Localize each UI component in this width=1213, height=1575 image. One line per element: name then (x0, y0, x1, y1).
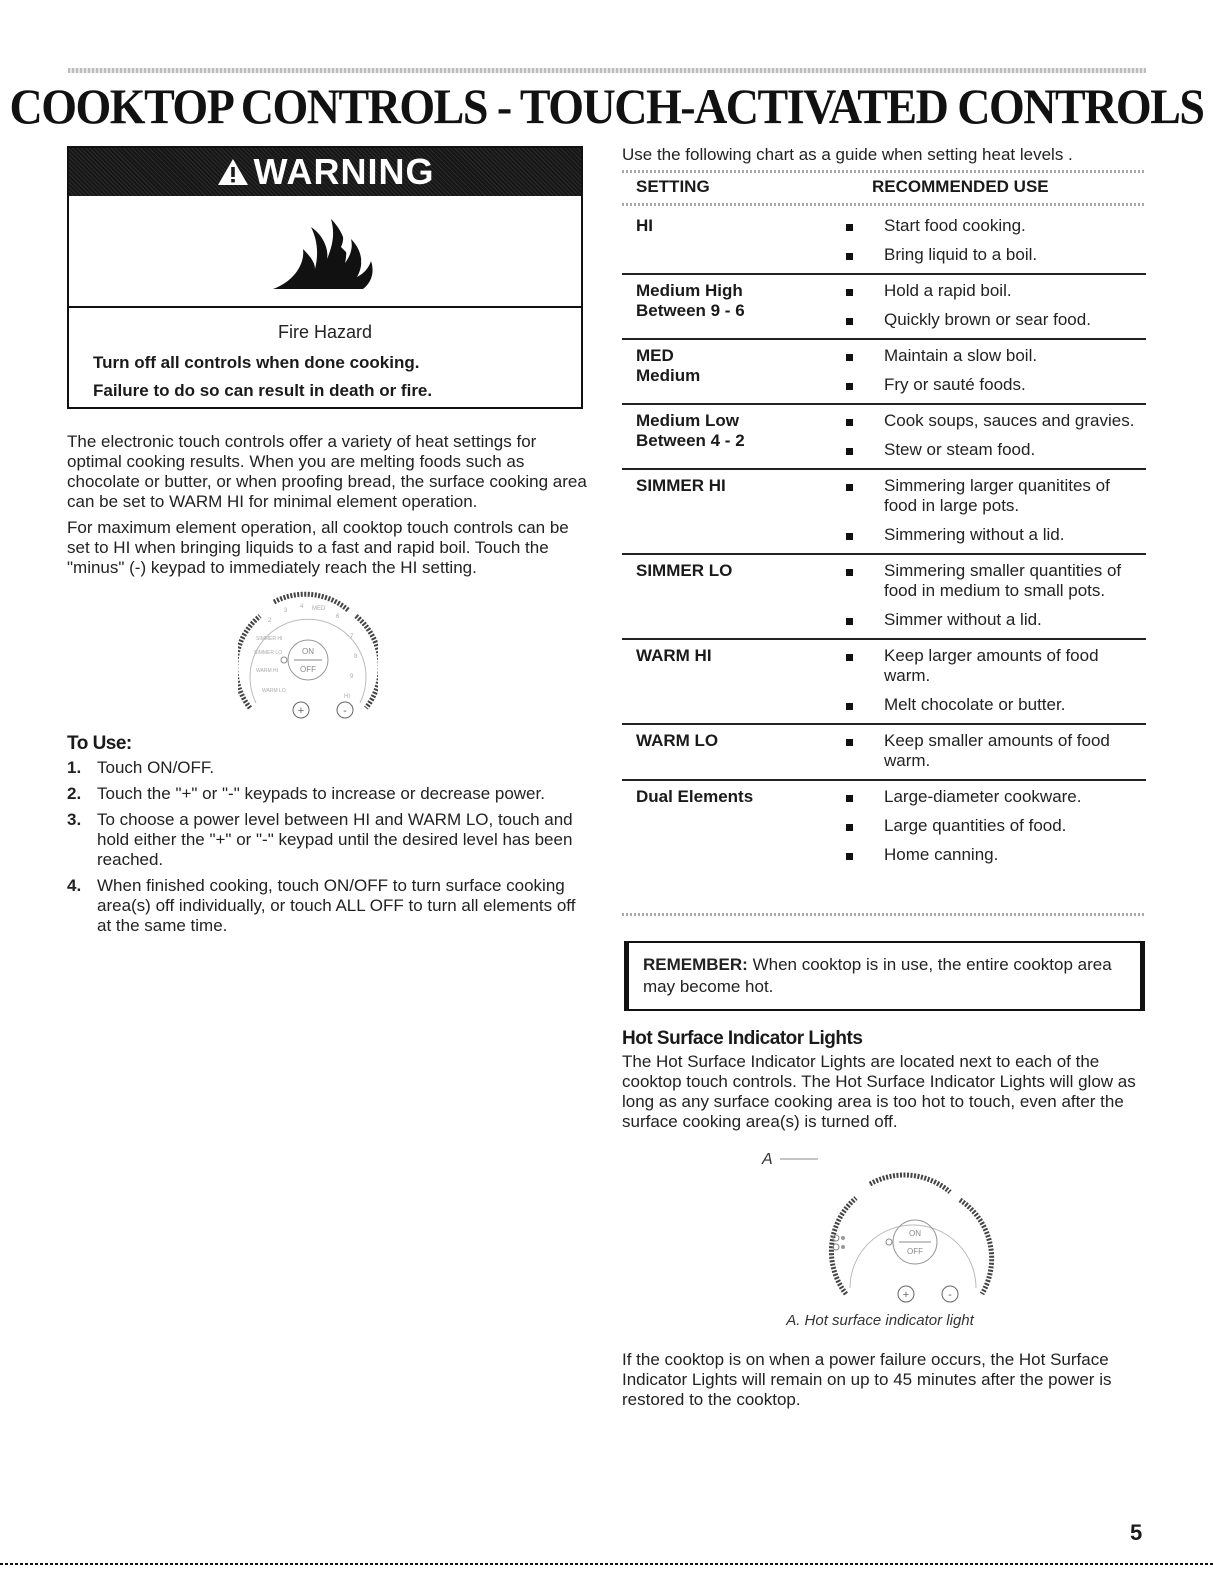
steps-list (67, 758, 587, 942)
dial-simmer-hi: SIMMER HI (256, 636, 283, 642)
dial-level-hi: HI (344, 694, 350, 700)
bullet-icon (846, 281, 858, 301)
svg-text:ON: ON (909, 1229, 921, 1238)
list-item: 4. When finished cooking, touch ON/OFF to turn surface cooking area(s) off individually, or touch ALL OFF to turn all elements off at the same time. (67, 876, 576, 935)
hot-surface-heading: Hot Surface Indicator Lights (622, 1028, 863, 1049)
table-row (622, 470, 1146, 555)
list-item: 2. Touch the "+" or "-" keypads to increase or decrease power. (67, 784, 545, 803)
page-number: 5 (1130, 1520, 1143, 1545)
warning-line-1: Turn off all controls when done cooking. (93, 353, 420, 372)
bullet-icon (846, 375, 858, 395)
bullet-icon (846, 561, 858, 601)
bullet-icon (846, 245, 858, 265)
hot-surface-indicator-icon (833, 1235, 839, 1241)
svg-text:+: + (902, 1289, 910, 1301)
heat-settings-table (622, 210, 1146, 873)
svg-text:-: - (948, 1289, 952, 1301)
dial-level-9: 9 (350, 674, 354, 680)
recommended-use-item: Keep smaller amounts of food warm. (846, 731, 1146, 771)
recommended-use-item: Quickly brown or sear food. (846, 310, 1146, 330)
indicator-dial-illustration (760, 1148, 1020, 1313)
table-bottom-rule (622, 913, 1146, 916)
bullet-icon (846, 476, 858, 516)
recommended-use-item: Keep larger amounts of food warm. (846, 646, 1146, 686)
bullet-icon (846, 816, 858, 836)
warning-box (67, 146, 583, 409)
bullet-icon (846, 787, 858, 807)
column-header-use: RECOMMENDED USE (872, 177, 1049, 196)
dial-level-3: 3 (284, 608, 288, 614)
setting-cell: HI (636, 216, 653, 235)
warning-triangle-icon (216, 157, 250, 187)
table-row (622, 555, 1146, 640)
bullet-icon (846, 845, 858, 865)
recommended-use-item: Simmering larger quanitites of food in large pots. (846, 476, 1146, 516)
list-item: 1. Touch ON/OFF. (67, 758, 215, 777)
bullet-icon (846, 525, 858, 545)
page-title: COOKTOP CONTROLS - TOUCH-ACTIVATED CONTROLS (9, 78, 1204, 135)
setting-cell: SIMMER LO (636, 561, 733, 580)
dial-level-4: 4 (300, 604, 304, 610)
recommended-use-item: Start food cooking. (846, 216, 1146, 236)
recommended-use-item: Maintain a slow boil. (846, 346, 1146, 366)
bullet-icon (846, 440, 858, 460)
power-failure-paragraph: If the cooktop is on when a power failure occurs, the Hot Surface Indicator Lights will remain on up to 45 minutes after the power is restored to the cooktop. (622, 1350, 1112, 1409)
plus-keypad-label: + (297, 705, 305, 717)
recommended-use-item: Melt chocolate or butter. (846, 695, 1146, 715)
table-header-rule (622, 203, 1146, 206)
top-dotted-rule (68, 68, 1146, 73)
dial-warm-hi: WARM HI (256, 668, 279, 674)
bullet-icon (846, 646, 858, 686)
callout-letter: A (762, 1151, 773, 1168)
setting-cell: WARM LO (636, 731, 719, 750)
remember-text: When cooktop is in use, the entire cooktop area may become hot. (643, 955, 1112, 996)
bullet-icon (846, 310, 858, 330)
setting-cell: WARM HI (636, 646, 712, 665)
recommended-use-item: Cook soups, sauces and gravies. (846, 411, 1146, 431)
table-row (622, 275, 1146, 340)
table-row (622, 640, 1146, 725)
svg-text:OFF: OFF (907, 1247, 923, 1256)
bullet-icon (846, 610, 858, 630)
setting-cell: SIMMER HI (636, 476, 726, 495)
column-header-setting: SETTING (636, 177, 710, 196)
bullet-icon (846, 411, 858, 431)
table-row (622, 210, 1146, 275)
hot-surface-paragraph: The Hot Surface Indicator Lights are located next to each of the cooktop touch controls. The Hot Surface Indicator Lights will glow as long as any surface cooking area is too hot to touch, even after the surface cooking area(s) is turned off. (622, 1052, 1136, 1131)
setting-cell: MED Medium (636, 346, 701, 385)
warning-header (69, 148, 581, 196)
table-row (622, 340, 1146, 405)
dial-level-7: 7 (350, 634, 354, 640)
recommended-use-item: Large quantities of food. (846, 816, 1146, 836)
table-row (622, 725, 1146, 781)
bottom-rule (0, 1563, 1213, 1565)
dial-level-6: 6 (336, 614, 340, 620)
recommended-use-item: Large-diameter cookware. (846, 787, 1146, 807)
bullet-icon (846, 731, 858, 771)
intro-paragraph: The electronic touch controls offer a variety of heat settings for optimal cooking results. When you are melting foods such as chocolate or butter, or when proofing bread, the surface cooking area can be set to WARM HI for minimal element operation. (67, 432, 587, 511)
recommended-use-item: Simmering without a lid. (846, 525, 1146, 545)
dial-level-8: 8 (354, 654, 358, 660)
minus-keypad-label: - (343, 705, 347, 717)
dial-level-2: 2 (268, 618, 272, 624)
recommended-use-item: Stew or steam food. (846, 440, 1146, 460)
dial-warm-lo: WARM LO (262, 688, 286, 694)
max-operation-paragraph: For maximum element operation, all cooktop touch controls can be set to HI when bringing liquids to a fast and rapid boil. Touch the "minus" (-) keypad to immediately reach the HI setting. (67, 518, 569, 577)
bullet-icon (846, 346, 858, 366)
warning-word: WARNING (253, 151, 435, 192)
recommended-use-item: Bring liquid to a boil. (846, 245, 1146, 265)
setting-cell: Medium High Between 9 - 6 (636, 281, 745, 320)
remember-label: REMEMBER: (643, 955, 748, 974)
hazard-title: Fire Hazard (277, 322, 373, 342)
recommended-use-item: Hold a rapid boil. (846, 281, 1146, 301)
dial-off-label: OFF (300, 665, 316, 674)
bullet-icon (846, 216, 858, 236)
table-row (622, 405, 1146, 470)
warning-line-2: Failure to do so can result in death or fire. (93, 381, 433, 400)
chart-intro: Use the following chart as a guide when setting heat levels . (622, 145, 1073, 164)
fire-icon (265, 211, 385, 291)
bullet-icon (846, 695, 858, 715)
recommended-use-item: Fry or sauté foods. (846, 375, 1146, 395)
table-row (622, 781, 1146, 873)
recommended-use-item: Simmering smaller quantities of food in medium to small pots. (846, 561, 1146, 601)
remember-box (624, 941, 1145, 1011)
dial-level-med: MED (312, 606, 326, 612)
list-item: 3. To choose a power level between HI and WARM LO, touch and hold either the "+" or "-" keypad until the desired level has been reached. (67, 810, 573, 869)
control-dial-illustration (238, 588, 378, 728)
table-top-rule (622, 170, 1146, 173)
figure-caption: A. Hot surface indicator light (786, 1312, 974, 1329)
recommended-use-item: Simmer without a lid. (846, 610, 1146, 630)
dial-on-label: ON (302, 647, 314, 656)
setting-cell: Dual Elements (636, 787, 754, 806)
recommended-use-item: Home canning. (846, 845, 1146, 865)
setting-cell: Medium Low Between 4 - 2 (636, 411, 745, 450)
to-use-heading: To Use: (67, 733, 132, 754)
dial-simmer-lo: SIMMER LO (254, 650, 283, 656)
